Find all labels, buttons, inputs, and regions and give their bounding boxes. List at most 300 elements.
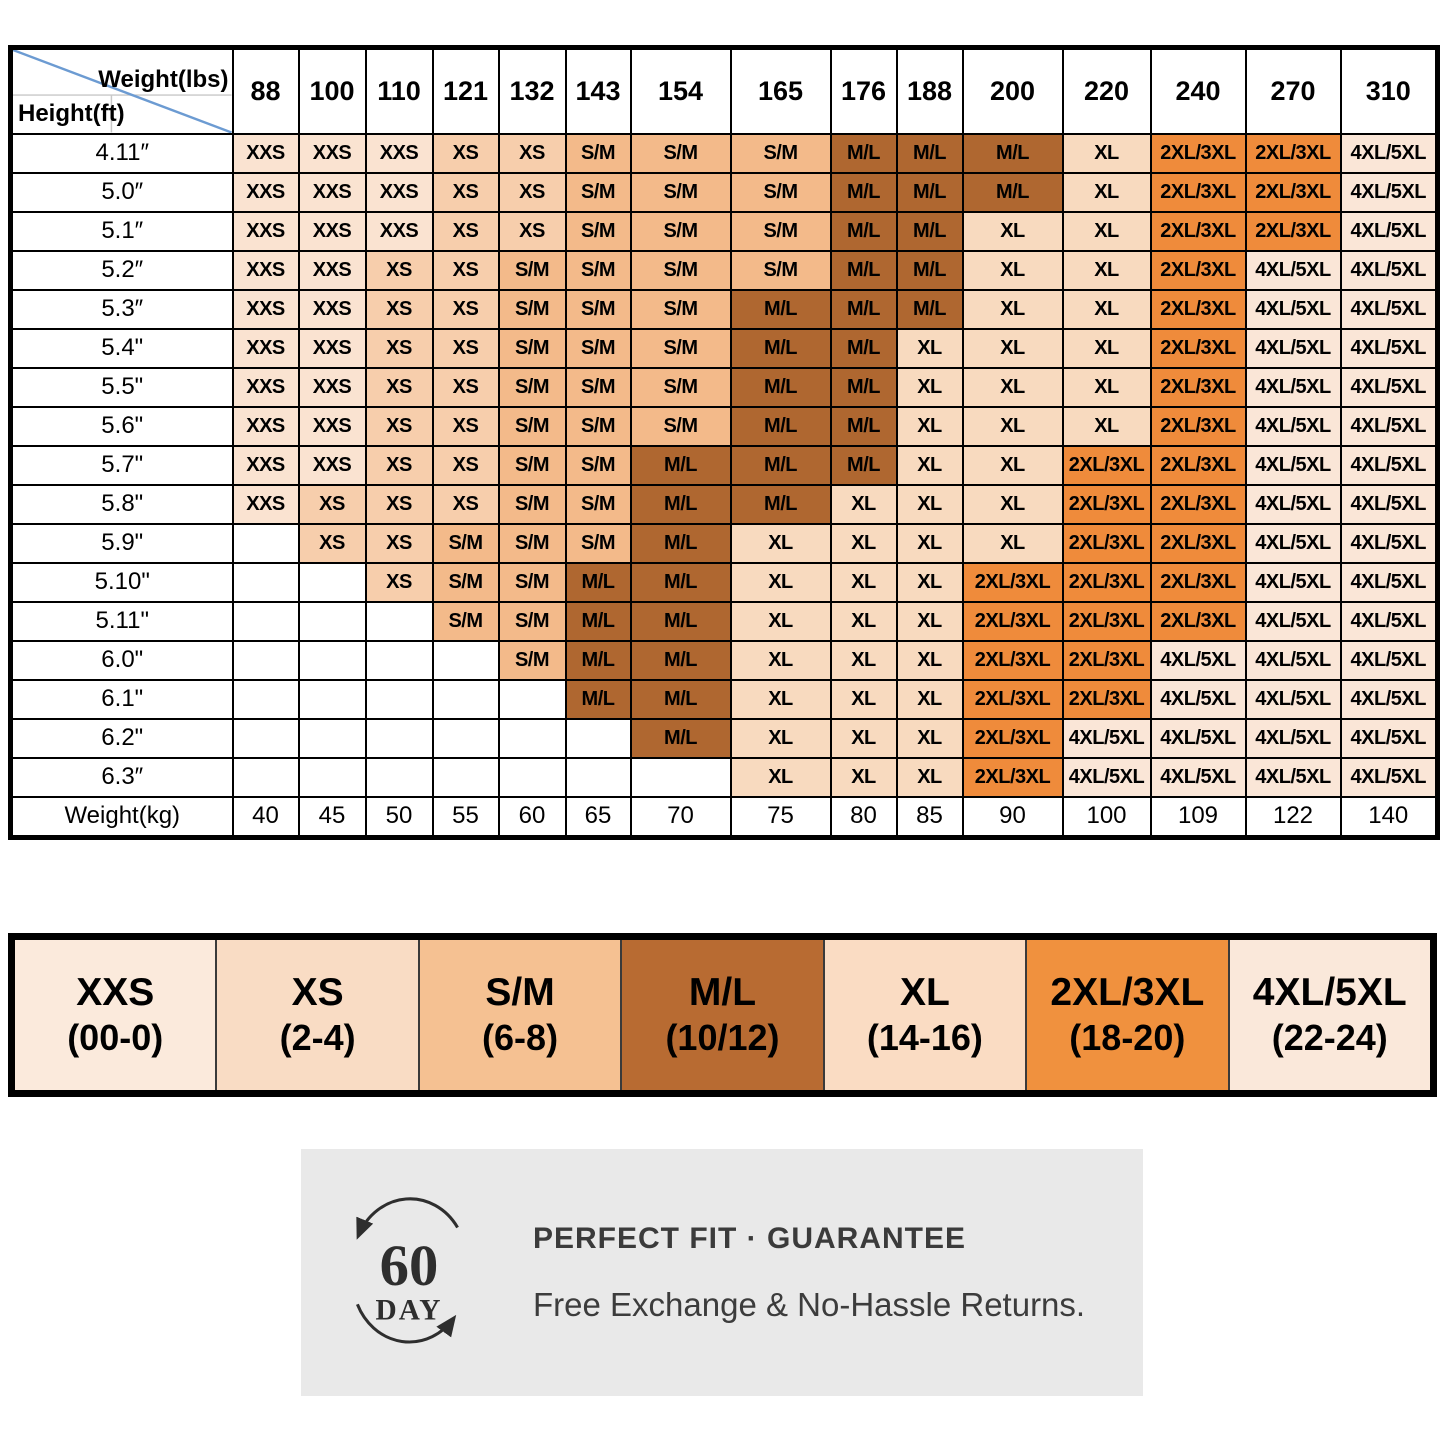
size-cell: 4XL/5XL [1341,251,1438,290]
size-cell: S/M [499,446,566,485]
size-cell: XS [433,212,499,251]
size-cell: XS [299,485,366,524]
height-label-cell: 5.7" [11,446,233,485]
size-cell: 4XL/5XL [1246,641,1341,680]
size-cell: 4XL/5XL [1341,173,1438,212]
size-cell: XL [731,758,831,797]
size-cell: 4XL/5XL [1246,290,1341,329]
size-cell: XL [1063,134,1151,173]
height-label-cell: 5.4" [11,329,233,368]
size-cell: M/L [731,446,831,485]
size-cell: XS [433,407,499,446]
size-cell: S/M [499,290,566,329]
size-cell: M/L [731,407,831,446]
size-cell: 2XL/3XL [1151,134,1246,173]
height-label-cell: 6.2" [11,719,233,758]
table-row [11,407,1438,446]
legend-size-range: (2-4) [279,1016,356,1058]
size-cell: 4XL/5XL [1151,719,1246,758]
weight-kg-value-cell: 50 [366,797,433,838]
size-cell: XL [963,368,1063,407]
weight-lbs-header-cell: 220 [1063,48,1151,134]
legend-size-label: XS [291,970,344,1014]
legend-item [620,940,822,1090]
size-cell: 4XL/5XL [1246,680,1341,719]
size-cell: XXS [233,368,299,407]
size-cell: 2XL/3XL [1151,251,1246,290]
size-cell: 4XL/5XL [1341,641,1438,680]
legend-item [1228,940,1430,1090]
size-cell: 4XL/5XL [1341,602,1438,641]
size-cell: M/L [631,563,731,602]
size-cell: XL [731,680,831,719]
size-cell: XL [897,758,963,797]
size-cell: M/L [831,212,897,251]
size-cell: 4XL/5XL [1246,485,1341,524]
size-cell: XL [963,329,1063,368]
size-cell: XXS [233,446,299,485]
size-cell: S/M [731,173,831,212]
size-cell: XS [499,212,566,251]
size-cell: 4XL/5XL [1246,524,1341,563]
size-cell: M/L [831,407,897,446]
size-cell: M/L [566,602,631,641]
size-cell [566,758,631,797]
size-cell: M/L [897,173,963,212]
legend-size-range: (00-0) [67,1016,164,1058]
size-cell: XS [366,563,433,602]
size-cell [299,563,366,602]
table-row [11,446,1438,485]
size-cell: M/L [963,173,1063,212]
legend-size-label: XXS [76,970,155,1014]
size-cell: XL [831,680,897,719]
weight-kg-value-cell: 45 [299,797,366,838]
size-cell: S/M [631,251,731,290]
weight-kg-row [11,797,1438,838]
size-cell: 2XL/3XL [1151,173,1246,212]
weight-lbs-header-cell: 270 [1246,48,1341,134]
size-cell: XS [366,329,433,368]
size-cell: XL [1063,290,1151,329]
size-cell: 2XL/3XL [1063,485,1151,524]
size-cell: XL [831,758,897,797]
size-cell [233,719,299,758]
size-cell: S/M [631,290,731,329]
size-cell: S/M [499,524,566,563]
size-cell: XL [897,719,963,758]
weight-kg-value-cell: 140 [1341,797,1438,838]
size-cell: XL [831,485,897,524]
size-cell [366,758,433,797]
weight-lbs-header-cell: 165 [731,48,831,134]
size-cell: M/L [831,173,897,212]
weight-lbs-header-cell: 240 [1151,48,1246,134]
size-cell: S/M [499,368,566,407]
table-row [11,173,1438,212]
size-cell: 4XL/5XL [1341,524,1438,563]
size-cell: M/L [831,251,897,290]
legend-size-label: XL [899,970,950,1014]
size-cell: XXS [233,134,299,173]
size-cell: XXS [233,407,299,446]
size-cell: XL [1063,251,1151,290]
size-cell: S/M [566,173,631,212]
size-cell [366,680,433,719]
size-cell: XS [433,329,499,368]
table-row [11,134,1438,173]
size-cell: XL [963,524,1063,563]
size-cell: S/M [631,329,731,368]
size-cell: S/M [566,290,631,329]
legend-item [15,940,215,1090]
weight-kg-value-cell: 109 [1151,797,1246,838]
size-cell: XS [433,251,499,290]
guarantee-subtitle: Free Exchange & No-Hassle Returns. [533,1285,1086,1323]
table-row [11,251,1438,290]
size-cell: XL [897,602,963,641]
table-row [11,641,1438,680]
size-cell: XXS [366,173,433,212]
size-cell: XL [897,368,963,407]
legend-item [418,940,620,1090]
weight-lbs-header-cell: 176 [831,48,897,134]
size-cell: XS [366,485,433,524]
size-cell: 4XL/5XL [1341,485,1438,524]
weight-lbs-header-cell: 200 [963,48,1063,134]
size-cell: 4XL/5XL [1341,407,1438,446]
guarantee-panel [301,1149,1143,1396]
size-cell [299,680,366,719]
size-cell: 4XL/5XL [1246,407,1341,446]
size-cell: XXS [233,329,299,368]
size-cell: M/L [631,485,731,524]
legend-size-range: (14-16) [866,1016,983,1058]
size-cell: XL [963,290,1063,329]
size-cell: XXS [233,251,299,290]
size-cell: S/M [566,251,631,290]
size-cell [499,680,566,719]
size-cell: 4XL/5XL [1246,251,1341,290]
height-label-cell: 6.0" [11,641,233,680]
size-cell: 4XL/5XL [1341,368,1438,407]
size-cell: 2XL/3XL [1151,524,1246,563]
size-cell: 2XL/3XL [1151,446,1246,485]
size-cell: 4XL/5XL [1246,602,1341,641]
weight-kg-value-cell: 60 [499,797,566,838]
badge-number: 60 [379,1232,439,1298]
size-cell: XXS [299,251,366,290]
legend-item [215,940,417,1090]
weight-kg-value-cell: 65 [566,797,631,838]
legend-size-label: S/M [485,970,555,1014]
size-cell: 2XL/3XL [963,602,1063,641]
size-cell: 2XL/3XL [1063,680,1151,719]
weight-lbs-header-cell: 88 [233,48,299,134]
size-cell: 2XL/3XL [1151,485,1246,524]
size-cell [433,641,499,680]
size-cell: XL [1063,407,1151,446]
table-header-row [11,48,1438,134]
legend-size-label: 2XL/3XL [1050,970,1205,1014]
size-cell: XXS [299,134,366,173]
size-cell: XXS [299,446,366,485]
legend-size-label: 4XL/5XL [1252,970,1407,1014]
legend-item [823,940,1025,1090]
size-cell: S/M [499,329,566,368]
size-cell: 2XL/3XL [1246,173,1341,212]
weight-kg-value-cell: 85 [897,797,963,838]
legend-size-range: (22-24) [1271,1016,1388,1058]
weight-lbs-header-cell: 154 [631,48,731,134]
size-cell: 2XL/3XL [1246,134,1341,173]
size-cell [631,758,731,797]
table-row [11,212,1438,251]
size-cell: S/M [499,251,566,290]
size-cell: XXS [366,212,433,251]
size-cell: XL [831,563,897,602]
table-row [11,485,1438,524]
size-cell [366,719,433,758]
size-cell: XL [897,446,963,485]
height-label-cell: 5.5" [11,368,233,407]
size-cell: S/M [566,407,631,446]
size-cell: XS [366,368,433,407]
sixty-day-badge-icon [333,1187,485,1359]
size-cell: 2XL/3XL [1151,212,1246,251]
table-row [11,602,1438,641]
size-cell: M/L [566,641,631,680]
size-cell: XS [366,524,433,563]
size-cell: M/L [566,680,631,719]
weight-lbs-header-cell: 121 [433,48,499,134]
size-cell: 2XL/3XL [1063,524,1151,563]
size-cell: XL [831,524,897,563]
size-cell: XXS [299,173,366,212]
size-cell: XL [831,602,897,641]
size-cell: XS [433,368,499,407]
height-label-cell: 4.11″ [11,134,233,173]
size-cell: S/M [566,368,631,407]
size-cell: XL [831,641,897,680]
size-cell: 4XL/5XL [1246,758,1341,797]
size-legend [8,933,1437,1097]
size-cell [566,719,631,758]
size-cell: XS [499,134,566,173]
size-cell: 2XL/3XL [1151,602,1246,641]
size-cell: S/M [499,563,566,602]
size-cell: M/L [897,290,963,329]
size-cell: S/M [566,212,631,251]
size-cell: S/M [499,407,566,446]
size-cell: XXS [299,368,366,407]
weight-kg-value-cell: 70 [631,797,731,838]
size-cell: M/L [831,446,897,485]
size-cell: S/M [499,641,566,680]
weight-kg-value-cell: 122 [1246,797,1341,838]
size-cell: XL [963,212,1063,251]
weight-lbs-header-cell: 188 [897,48,963,134]
size-cell: 2XL/3XL [1151,329,1246,368]
size-cell: 4XL/5XL [1246,446,1341,485]
size-cell: 2XL/3XL [1151,563,1246,602]
size-cell: XL [897,641,963,680]
size-cell: 2XL/3XL [1063,641,1151,680]
size-cell: S/M [631,407,731,446]
size-cell: XL [731,563,831,602]
table-row [11,524,1438,563]
size-cell [233,524,299,563]
size-cell: M/L [831,368,897,407]
size-cell: 4XL/5XL [1151,758,1246,797]
size-cell: 4XL/5XL [1246,329,1341,368]
weight-kg-value-cell: 80 [831,797,897,838]
weight-lbs-header-cell: 100 [299,48,366,134]
height-label-cell: 5.8" [11,485,233,524]
size-cell: S/M [566,446,631,485]
size-cell: M/L [897,251,963,290]
size-cell: M/L [631,446,731,485]
size-cell: XL [897,563,963,602]
size-cell [433,680,499,719]
size-cell: M/L [731,290,831,329]
legend-size-range: (6-8) [482,1016,559,1058]
size-cell: XL [963,251,1063,290]
size-cell: XL [963,485,1063,524]
weight-lbs-header-cell: 310 [1341,48,1438,134]
size-cell [299,758,366,797]
size-cell: M/L [731,485,831,524]
size-cell: XL [731,719,831,758]
size-cell: S/M [631,368,731,407]
size-cell: XL [731,602,831,641]
size-cell: S/M [433,563,499,602]
size-cell: 4XL/5XL [1341,290,1438,329]
size-cell: 4XL/5XL [1341,758,1438,797]
size-cell: 2XL/3XL [963,680,1063,719]
height-label-cell: 5.1″ [11,212,233,251]
size-cell: 2XL/3XL [963,758,1063,797]
size-cell: M/L [566,563,631,602]
size-cell: XS [299,524,366,563]
size-cell: XS [366,446,433,485]
size-cell [233,602,299,641]
size-cell: M/L [963,134,1063,173]
size-cell [233,680,299,719]
size-cell: XS [433,485,499,524]
size-chart-table [8,45,1440,840]
height-label-cell: 6.1" [11,680,233,719]
size-cell: XL [731,524,831,563]
size-cell: XXS [299,212,366,251]
size-cell: M/L [831,134,897,173]
size-cell [233,758,299,797]
size-cell: XXS [233,290,299,329]
size-cell: 4XL/5XL [1341,563,1438,602]
table-row [11,329,1438,368]
weight-lbs-header-cell: 132 [499,48,566,134]
size-cell: S/M [631,134,731,173]
size-cell: S/M [566,134,631,173]
legend-size-range: (18-20) [1069,1016,1186,1058]
height-label-cell: 5.0″ [11,173,233,212]
size-cell: 2XL/3XL [1151,407,1246,446]
size-cell: S/M [731,251,831,290]
size-cell: 2XL/3XL [1246,212,1341,251]
height-label-cell: 6.3″ [11,758,233,797]
size-cell: 4XL/5XL [1341,212,1438,251]
size-cell: 4XL/5XL [1341,329,1438,368]
size-cell: 2XL/3XL [963,563,1063,602]
size-cell: 2XL/3XL [1151,368,1246,407]
weight-kg-value-cell: 40 [233,797,299,838]
size-cell: 2XL/3XL [1063,563,1151,602]
size-cell: XL [831,719,897,758]
weight-lbs-header-cell: 143 [566,48,631,134]
height-label-cell: 5.6" [11,407,233,446]
size-cell: XXS [233,173,299,212]
weight-kg-value-cell: 75 [731,797,831,838]
size-cell: XL [963,446,1063,485]
size-cell: XL [897,407,963,446]
size-cell: S/M [566,524,631,563]
size-cell: 4XL/5XL [1341,446,1438,485]
size-cell: XXS [299,290,366,329]
height-ft-axis-label: Height(ft) [18,99,125,127]
size-cell: XS [366,407,433,446]
size-cell: S/M [731,212,831,251]
height-label-cell: 5.11" [11,602,233,641]
size-cell: XXS [299,329,366,368]
size-cell: S/M [499,602,566,641]
size-cell [299,602,366,641]
size-cell: S/M [731,134,831,173]
size-cell: XL [963,407,1063,446]
size-cell: M/L [631,602,731,641]
size-cell: 4XL/5XL [1341,680,1438,719]
size-cell: M/L [897,134,963,173]
size-cell: 4XL/5XL [1151,680,1246,719]
size-cell: M/L [831,290,897,329]
size-cell: 4XL/5XL [1246,368,1341,407]
size-cell: 2XL/3XL [1063,602,1151,641]
size-cell: 4XL/5XL [1246,719,1341,758]
size-cell: S/M [566,329,631,368]
size-cell: XL [1063,368,1151,407]
weight-lbs-axis-label: Weight(lbs) [98,66,229,93]
size-cell: XL [897,485,963,524]
height-label-cell: 5.2″ [11,251,233,290]
size-cell: M/L [831,329,897,368]
size-cell: XS [433,446,499,485]
weight-lbs-header-cell: 110 [366,48,433,134]
size-cell [433,758,499,797]
corner-cell [11,48,233,134]
size-cell: XXS [233,485,299,524]
size-cell: M/L [631,719,731,758]
size-cell: XS [433,173,499,212]
size-cell [299,641,366,680]
weight-kg-value-cell: 90 [963,797,1063,838]
size-cell: 4XL/5XL [1341,134,1438,173]
size-cell: 2XL/3XL [1063,446,1151,485]
height-label-cell: 5.9" [11,524,233,563]
size-cell: 4XL/5XL [1063,719,1151,758]
badge-unit: DAY [375,1294,443,1327]
size-cell: M/L [731,368,831,407]
size-cell: S/M [433,524,499,563]
size-cell: XL [731,641,831,680]
